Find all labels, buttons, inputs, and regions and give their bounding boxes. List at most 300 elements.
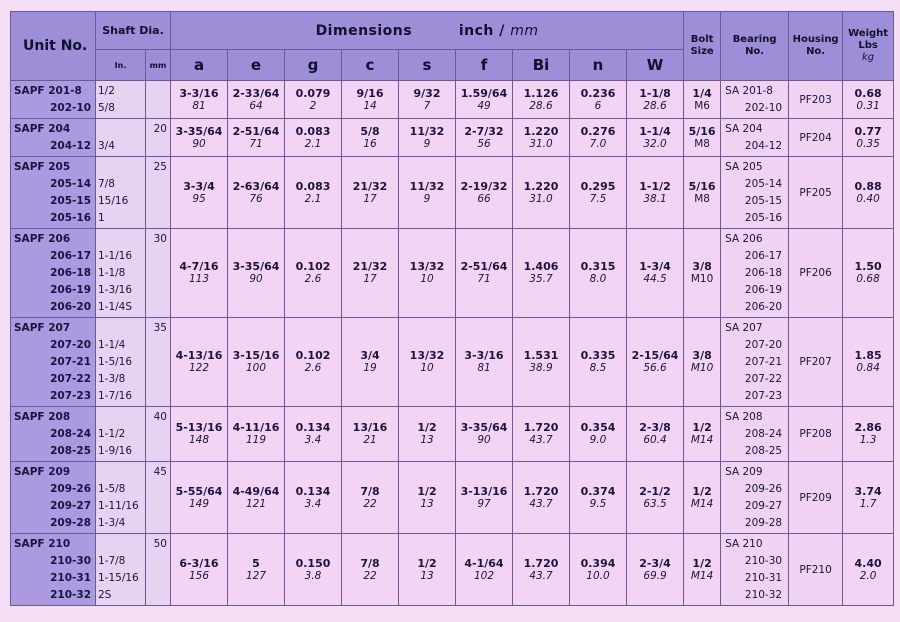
dimension-mm: 3.4 bbox=[304, 497, 322, 510]
dimension-inch: 4-1/64 bbox=[464, 556, 504, 570]
dimension-cell-e bbox=[228, 462, 285, 534]
bolt-size-cell bbox=[684, 81, 721, 119]
dimension-cell-e bbox=[228, 229, 285, 318]
dimension-inch: 1.720 bbox=[523, 556, 559, 570]
dimension-inch: 1.720 bbox=[523, 484, 559, 498]
bolt-size-metric: M10 bbox=[690, 273, 714, 285]
weight-cell bbox=[843, 119, 894, 157]
dimension-mm: 2 bbox=[309, 99, 317, 112]
dimension-mm: 97 bbox=[477, 497, 491, 510]
bolt-size-cell bbox=[684, 462, 721, 534]
dimension-inch: 4-7/16 bbox=[179, 260, 219, 273]
unit-no: SAPF 209 bbox=[14, 466, 71, 478]
weight-cell bbox=[843, 157, 894, 229]
shaft-in-list bbox=[96, 157, 145, 227]
dimension-inch: 2-51/64 bbox=[460, 260, 508, 273]
dimension-mm: 60.4 bbox=[643, 434, 667, 446]
dimension-mm: 21 bbox=[363, 434, 377, 446]
dimension-inch: 0.295 bbox=[580, 179, 616, 193]
bolt-size-cell bbox=[684, 534, 721, 606]
unit-no: 209-28 bbox=[50, 517, 91, 529]
dimension-inch: 0.134 bbox=[295, 484, 331, 498]
weight-cell bbox=[843, 318, 894, 407]
dimension-mm: 16 bbox=[363, 137, 377, 150]
unit-no-cell bbox=[11, 407, 96, 462]
weight-kg: 0.35 bbox=[856, 137, 880, 150]
table-body bbox=[11, 81, 894, 606]
dimension-inch: 3/4 bbox=[360, 349, 380, 362]
dimension-mm: 149 bbox=[188, 497, 210, 510]
bearing-no-cell bbox=[721, 534, 789, 606]
bolt-size-inch: 3/8 bbox=[692, 349, 712, 362]
dimension-inch: 3-3/16 bbox=[464, 349, 504, 362]
bolt-size-inch: 1/4 bbox=[692, 86, 712, 100]
header-col-n: n bbox=[570, 50, 627, 81]
unit-no: 209-27 bbox=[50, 500, 91, 512]
dimension-inch: 2-1/2 bbox=[639, 484, 671, 498]
bearing-no-cell bbox=[721, 462, 789, 534]
unit-no: 206-20 bbox=[50, 301, 91, 313]
dimension-inch: 5-55/64 bbox=[175, 484, 223, 498]
unit-no: SAPF 204 bbox=[14, 123, 71, 135]
unit-no-list bbox=[11, 81, 95, 117]
dimension-cell-f bbox=[456, 81, 513, 119]
header-weight-line1: Weight bbox=[848, 28, 889, 39]
dimension-mm: 10 bbox=[420, 362, 434, 374]
unit-no-list bbox=[11, 462, 95, 532]
shaft-in-value: 1-3/16 bbox=[98, 284, 133, 296]
shaft-in-value bbox=[96, 231, 145, 248]
bearing-no: 206-19 bbox=[744, 284, 783, 296]
header-weight-line2: Lbs bbox=[858, 40, 878, 51]
bearing-no: 206-18 bbox=[744, 267, 783, 279]
dimension-cell-f bbox=[456, 534, 513, 606]
dimension-inch: 5 bbox=[252, 556, 260, 570]
dimension-cell-bi bbox=[513, 407, 570, 462]
shaft-in-cell bbox=[96, 318, 146, 407]
dimension-cell-s bbox=[399, 81, 456, 119]
bolt-size-metric: M6 bbox=[694, 99, 710, 112]
table-row bbox=[11, 229, 894, 318]
bearing-no: 208-25 bbox=[744, 445, 783, 457]
dimension-cell-a bbox=[171, 407, 228, 462]
unit-no: 204-12 bbox=[50, 140, 91, 152]
header-bearing-no bbox=[721, 12, 789, 81]
dimension-inch: 21/32 bbox=[352, 179, 388, 193]
bearing-no: 210-32 bbox=[744, 589, 783, 601]
dimension-mm: 81 bbox=[192, 99, 206, 112]
dimension-cell-bi bbox=[513, 462, 570, 534]
dimension-mm: 13 bbox=[420, 434, 434, 446]
unit-no: 206-17 bbox=[50, 250, 91, 262]
dimension-mm: 49 bbox=[477, 99, 491, 112]
dimension-cell-w bbox=[627, 119, 684, 157]
dimension-mm: 22 bbox=[363, 497, 377, 510]
unit-no: SAPF 210 bbox=[14, 538, 71, 550]
dimension-cell-e bbox=[228, 157, 285, 229]
dimension-cell-g bbox=[285, 534, 342, 606]
dimension-mm: 32.0 bbox=[643, 137, 667, 150]
dimension-cell-n bbox=[570, 534, 627, 606]
bearing-no: SA 210 bbox=[725, 538, 763, 550]
dimension-mm: 22 bbox=[363, 569, 377, 582]
unit-no: 208-25 bbox=[50, 445, 91, 457]
dimension-inch: 13/16 bbox=[352, 421, 388, 434]
dimension-inch: 0.335 bbox=[580, 349, 616, 362]
dimension-inch: 0.374 bbox=[580, 484, 616, 498]
dimension-inch: 21/32 bbox=[352, 260, 388, 273]
dimension-mm: 2.6 bbox=[304, 362, 322, 374]
dimension-inch: 4-49/64 bbox=[232, 484, 280, 498]
dimension-inch: 4-13/16 bbox=[175, 349, 223, 362]
bearing-no: 202-10 bbox=[744, 102, 783, 114]
dimension-cell-a bbox=[171, 157, 228, 229]
dimension-mm: 127 bbox=[245, 569, 267, 582]
weight-lbs: 3.74 bbox=[854, 484, 882, 498]
bolt-size-metric: M8 bbox=[694, 192, 710, 205]
unit-no: SAPF 207 bbox=[14, 322, 71, 334]
unit-no: 207-22 bbox=[50, 373, 91, 385]
weight-kg: 0.68 bbox=[856, 273, 880, 285]
dimension-cell-w bbox=[627, 534, 684, 606]
dimension-mm: 102 bbox=[473, 569, 495, 582]
dimension-cell-g bbox=[285, 119, 342, 157]
dimension-inch: 1.720 bbox=[523, 421, 559, 434]
dimension-mm: 3.4 bbox=[304, 434, 322, 446]
dimension-inch: 0.083 bbox=[295, 124, 331, 138]
dimension-mm: 10 bbox=[420, 273, 434, 285]
header-unit-no: Unit No. bbox=[11, 12, 96, 81]
bearing-no-cell bbox=[721, 81, 789, 119]
dimension-mm: 56 bbox=[477, 137, 491, 150]
dimension-cell-f bbox=[456, 462, 513, 534]
dimension-inch: 0.276 bbox=[580, 124, 616, 138]
shaft-in-value: 1-1/16 bbox=[98, 250, 133, 262]
bearing-no-cell bbox=[721, 119, 789, 157]
weight-lbs: 4.40 bbox=[854, 556, 882, 570]
bearing-no: SA 209 bbox=[725, 466, 763, 478]
dimension-mm: 122 bbox=[188, 362, 210, 374]
header-bolt-line1: Bolt bbox=[690, 34, 714, 45]
table-row bbox=[11, 407, 894, 462]
dimension-mm: 64 bbox=[249, 99, 263, 112]
dimension-mm: 71 bbox=[249, 137, 263, 150]
dimension-mm: 90 bbox=[249, 273, 263, 285]
dimension-cell-c bbox=[342, 407, 399, 462]
dimension-mm: 90 bbox=[192, 137, 206, 150]
dimension-inch: 2-15/64 bbox=[631, 349, 679, 362]
dimension-mm: 2.1 bbox=[304, 192, 322, 205]
shaft-in-cell bbox=[96, 229, 146, 318]
header-dimensions bbox=[171, 12, 684, 50]
shaft-in-cell bbox=[96, 157, 146, 229]
shaft-mm-value: 25 bbox=[146, 157, 171, 229]
table-row bbox=[11, 157, 894, 229]
shaft-mm-value: 30 bbox=[146, 229, 171, 318]
dimension-cell-f bbox=[456, 318, 513, 407]
weight-kg: 0.84 bbox=[856, 362, 880, 374]
bearing-no: 210-30 bbox=[744, 555, 783, 567]
dimension-cell-g bbox=[285, 81, 342, 119]
bolt-size-inch: 5/16 bbox=[688, 124, 716, 138]
table-row bbox=[11, 462, 894, 534]
dimension-inch: 3-3/4 bbox=[183, 179, 215, 193]
bearing-no: 209-28 bbox=[744, 517, 783, 529]
shaft-in-value bbox=[96, 121, 145, 138]
unit-no: SAPF 206 bbox=[14, 233, 71, 245]
dimension-inch: 1-1/8 bbox=[639, 86, 671, 100]
bolt-size-metric: M14 bbox=[690, 434, 714, 446]
unit-no-list bbox=[11, 407, 95, 460]
dimension-inch: 3-3/16 bbox=[179, 86, 219, 100]
unit-no-list bbox=[11, 119, 95, 155]
dimension-cell-s bbox=[399, 407, 456, 462]
housing-no: PF209 bbox=[789, 462, 843, 534]
dimension-inch: 4-11/16 bbox=[232, 421, 280, 434]
dimension-inch: 2-19/32 bbox=[460, 179, 508, 193]
dimension-cell-s bbox=[399, 157, 456, 229]
bearing-no: 207-20 bbox=[744, 339, 783, 351]
dimension-mm: 17 bbox=[363, 273, 377, 285]
header-dim-unit-inch: inch / bbox=[458, 22, 505, 39]
dimension-inch: 1/2 bbox=[417, 484, 437, 498]
header-col-f: f bbox=[456, 50, 513, 81]
bearing-no-list bbox=[721, 229, 788, 316]
shaft-in-value: 15/16 bbox=[98, 195, 129, 207]
dimension-inch: 7/8 bbox=[360, 484, 380, 498]
dimension-inch: 0.236 bbox=[580, 86, 616, 100]
dimension-cell-n bbox=[570, 407, 627, 462]
weight-kg: 0.31 bbox=[856, 99, 880, 112]
dimension-cell-s bbox=[399, 462, 456, 534]
shaft-in-value bbox=[96, 464, 145, 481]
dimension-mm: 7.5 bbox=[589, 192, 607, 205]
dimension-inch: 13/32 bbox=[409, 260, 445, 273]
unit-no-cell bbox=[11, 534, 96, 606]
bearing-no-list bbox=[721, 407, 788, 460]
dimension-mm: 10.0 bbox=[586, 569, 610, 582]
weight-lbs: 1.50 bbox=[854, 260, 882, 273]
unit-no: 210-30 bbox=[50, 555, 91, 567]
dimension-mm: 14 bbox=[363, 99, 377, 112]
dimension-cell-c bbox=[342, 119, 399, 157]
dimension-mm: 2.1 bbox=[304, 137, 322, 150]
dimension-cell-bi bbox=[513, 81, 570, 119]
bearing-no: 205-15 bbox=[744, 195, 783, 207]
shaft-in-cell bbox=[96, 534, 146, 606]
bolt-size-cell bbox=[684, 157, 721, 229]
weight-kg: 2.0 bbox=[859, 569, 877, 582]
header-col-a: a bbox=[171, 50, 228, 81]
unit-no: 206-18 bbox=[50, 267, 91, 279]
housing-no: PF205 bbox=[789, 157, 843, 229]
weight-lbs: 0.77 bbox=[854, 124, 882, 138]
dimension-inch: 6-3/16 bbox=[179, 556, 219, 570]
bolt-size-metric: M10 bbox=[690, 362, 714, 374]
dimension-inch: 2-7/32 bbox=[464, 124, 504, 138]
dimension-mm: 31.0 bbox=[529, 192, 553, 205]
bearing-no: SA 201-8 bbox=[725, 85, 773, 97]
shaft-in-value: 1-1/4S bbox=[98, 301, 133, 313]
unit-no-list bbox=[11, 229, 95, 316]
shaft-in-value: 1-7/8 bbox=[98, 555, 126, 567]
shaft-in-list bbox=[96, 318, 145, 405]
header-col-w: W bbox=[627, 50, 684, 81]
bolt-size-cell bbox=[684, 119, 721, 157]
dimension-inch: 5/8 bbox=[360, 124, 380, 138]
unit-no: 208-24 bbox=[50, 428, 91, 440]
bearing-no-cell bbox=[721, 229, 789, 318]
dimension-inch: 11/32 bbox=[409, 124, 445, 138]
dimension-cell-a bbox=[171, 119, 228, 157]
bolt-size-metric: M14 bbox=[690, 497, 714, 510]
shaft-in-value bbox=[96, 159, 145, 176]
dimension-mm: 13 bbox=[420, 569, 434, 582]
shaft-in-value: 2S bbox=[98, 589, 112, 601]
header-housing-line2: No. bbox=[806, 46, 826, 57]
dimension-cell-c bbox=[342, 157, 399, 229]
header-weight-kg: kg bbox=[862, 52, 875, 63]
bolt-size-inch: 1/2 bbox=[692, 484, 712, 498]
bolt-size-metric: M8 bbox=[694, 137, 710, 150]
dimension-inch: 1.531 bbox=[523, 349, 559, 362]
shaft-in-list bbox=[96, 534, 145, 604]
dimension-inch: 0.102 bbox=[295, 349, 331, 362]
dimension-cell-c bbox=[342, 81, 399, 119]
bolt-size-metric: M14 bbox=[690, 569, 714, 582]
shaft-in-value: 1-7/16 bbox=[98, 390, 133, 402]
dimension-inch: 7/8 bbox=[360, 556, 380, 570]
dimension-cell-s bbox=[399, 119, 456, 157]
unit-no-cell bbox=[11, 157, 96, 229]
shaft-in-value: 1-9/16 bbox=[98, 445, 133, 457]
weight-lbs: 1.85 bbox=[854, 349, 882, 362]
dimension-cell-bi bbox=[513, 157, 570, 229]
shaft-in-list bbox=[96, 407, 145, 460]
dimension-inch: 0.150 bbox=[295, 556, 331, 570]
dimension-inch: 0.315 bbox=[580, 260, 616, 273]
shaft-in-value: 3/4 bbox=[98, 140, 115, 152]
unit-no-list bbox=[11, 318, 95, 405]
housing-no: PF207 bbox=[789, 318, 843, 407]
dimension-inch: 9/16 bbox=[356, 86, 384, 100]
weight-cell bbox=[843, 81, 894, 119]
dimension-inch: 0.134 bbox=[295, 421, 331, 434]
dimension-mm: 81 bbox=[477, 362, 491, 374]
dimension-inch: 1/2 bbox=[417, 421, 437, 434]
dimension-inch: 2-33/64 bbox=[232, 86, 280, 100]
dimension-mm: 9.5 bbox=[589, 497, 607, 510]
shaft-in-value: 1-5/8 bbox=[98, 483, 126, 495]
dimension-mm: 9 bbox=[423, 137, 431, 150]
header-housing-no bbox=[789, 12, 843, 81]
dimension-inch: 1-3/4 bbox=[639, 260, 671, 273]
shaft-in-cell bbox=[96, 462, 146, 534]
weight-cell bbox=[843, 534, 894, 606]
bearing-no-list bbox=[721, 157, 788, 227]
dimension-mm: 69.9 bbox=[643, 569, 667, 582]
dimension-cell-g bbox=[285, 229, 342, 318]
header-bearing-line1: Bearing bbox=[732, 34, 777, 45]
bearing-no: 207-21 bbox=[744, 356, 783, 368]
weight-cell bbox=[843, 462, 894, 534]
dimension-inch: 9/32 bbox=[413, 86, 441, 100]
bearing-no-list bbox=[721, 318, 788, 405]
dimension-cell-s bbox=[399, 229, 456, 318]
dimension-inch: 1-1/2 bbox=[639, 179, 671, 193]
dimension-mm: 8.5 bbox=[589, 362, 607, 374]
dimension-cell-n bbox=[570, 318, 627, 407]
shaft-in-cell bbox=[96, 81, 146, 119]
dimension-cell-n bbox=[570, 157, 627, 229]
dimension-cell-s bbox=[399, 318, 456, 407]
shaft-in-cell bbox=[96, 407, 146, 462]
bearing-no: 206-17 bbox=[744, 250, 783, 262]
dimension-cell-g bbox=[285, 462, 342, 534]
dimension-cell-n bbox=[570, 462, 627, 534]
header-bolt-size bbox=[684, 12, 721, 81]
dimension-cell-f bbox=[456, 119, 513, 157]
bolt-size-inch: 1/2 bbox=[692, 421, 712, 434]
dimension-mm: 28.6 bbox=[529, 99, 553, 112]
bearing-no-list bbox=[721, 534, 788, 604]
dimension-mm: 90 bbox=[477, 434, 491, 446]
unit-no: 205-16 bbox=[50, 212, 91, 224]
shaft-mm-value: 50 bbox=[146, 534, 171, 606]
weight-lbs: 2.86 bbox=[854, 421, 882, 434]
dimension-inch: 2-3/8 bbox=[639, 421, 671, 434]
dimension-cell-c bbox=[342, 462, 399, 534]
dimension-cell-n bbox=[570, 81, 627, 119]
dimension-inch: 3-13/16 bbox=[460, 484, 508, 498]
unit-no: 206-19 bbox=[50, 284, 91, 296]
header-col-e: e bbox=[228, 50, 285, 81]
dimension-inch: 1-1/4 bbox=[639, 124, 671, 138]
shaft-in-cell bbox=[96, 119, 146, 157]
unit-no: SAPF 208 bbox=[14, 411, 71, 423]
dimension-mm: 95 bbox=[192, 192, 206, 205]
shaft-in-value: 1-15/16 bbox=[98, 572, 139, 584]
dimension-mm: 35.7 bbox=[529, 273, 553, 285]
weight-lbs: 0.68 bbox=[854, 86, 882, 100]
shaft-in-value: 7/8 bbox=[98, 178, 115, 190]
shaft-mm-value: 20 bbox=[146, 119, 171, 157]
dimension-mm: 19 bbox=[363, 362, 377, 374]
shaft-in-value: 1-5/16 bbox=[98, 356, 133, 368]
header-bearing-line2: No. bbox=[745, 46, 765, 57]
unit-no: SAPF 205 bbox=[14, 161, 71, 173]
unit-no: 209-26 bbox=[50, 483, 91, 495]
header-dim-unit-mm: mm bbox=[510, 22, 539, 39]
dimension-cell-a bbox=[171, 462, 228, 534]
header-shaft-dia: Shaft Dia. bbox=[96, 12, 171, 50]
dimension-mm: 13 bbox=[420, 497, 434, 510]
bearing-no: 208-24 bbox=[744, 428, 783, 440]
table-row bbox=[11, 119, 894, 157]
bearing-no: 205-14 bbox=[744, 178, 783, 190]
header-col-g: g bbox=[285, 50, 342, 81]
dimension-inch: 13/32 bbox=[409, 349, 445, 362]
bearing-no-list bbox=[721, 81, 788, 117]
shaft-in-list bbox=[96, 119, 145, 155]
dimension-mm: 6 bbox=[594, 99, 602, 112]
shaft-in-value bbox=[96, 536, 145, 553]
weight-lbs: 0.88 bbox=[854, 179, 882, 193]
shaft-in-value: 1-11/16 bbox=[98, 500, 139, 512]
dimension-cell-s bbox=[399, 534, 456, 606]
bearing-no: 209-27 bbox=[744, 500, 783, 512]
dimension-cell-g bbox=[285, 318, 342, 407]
